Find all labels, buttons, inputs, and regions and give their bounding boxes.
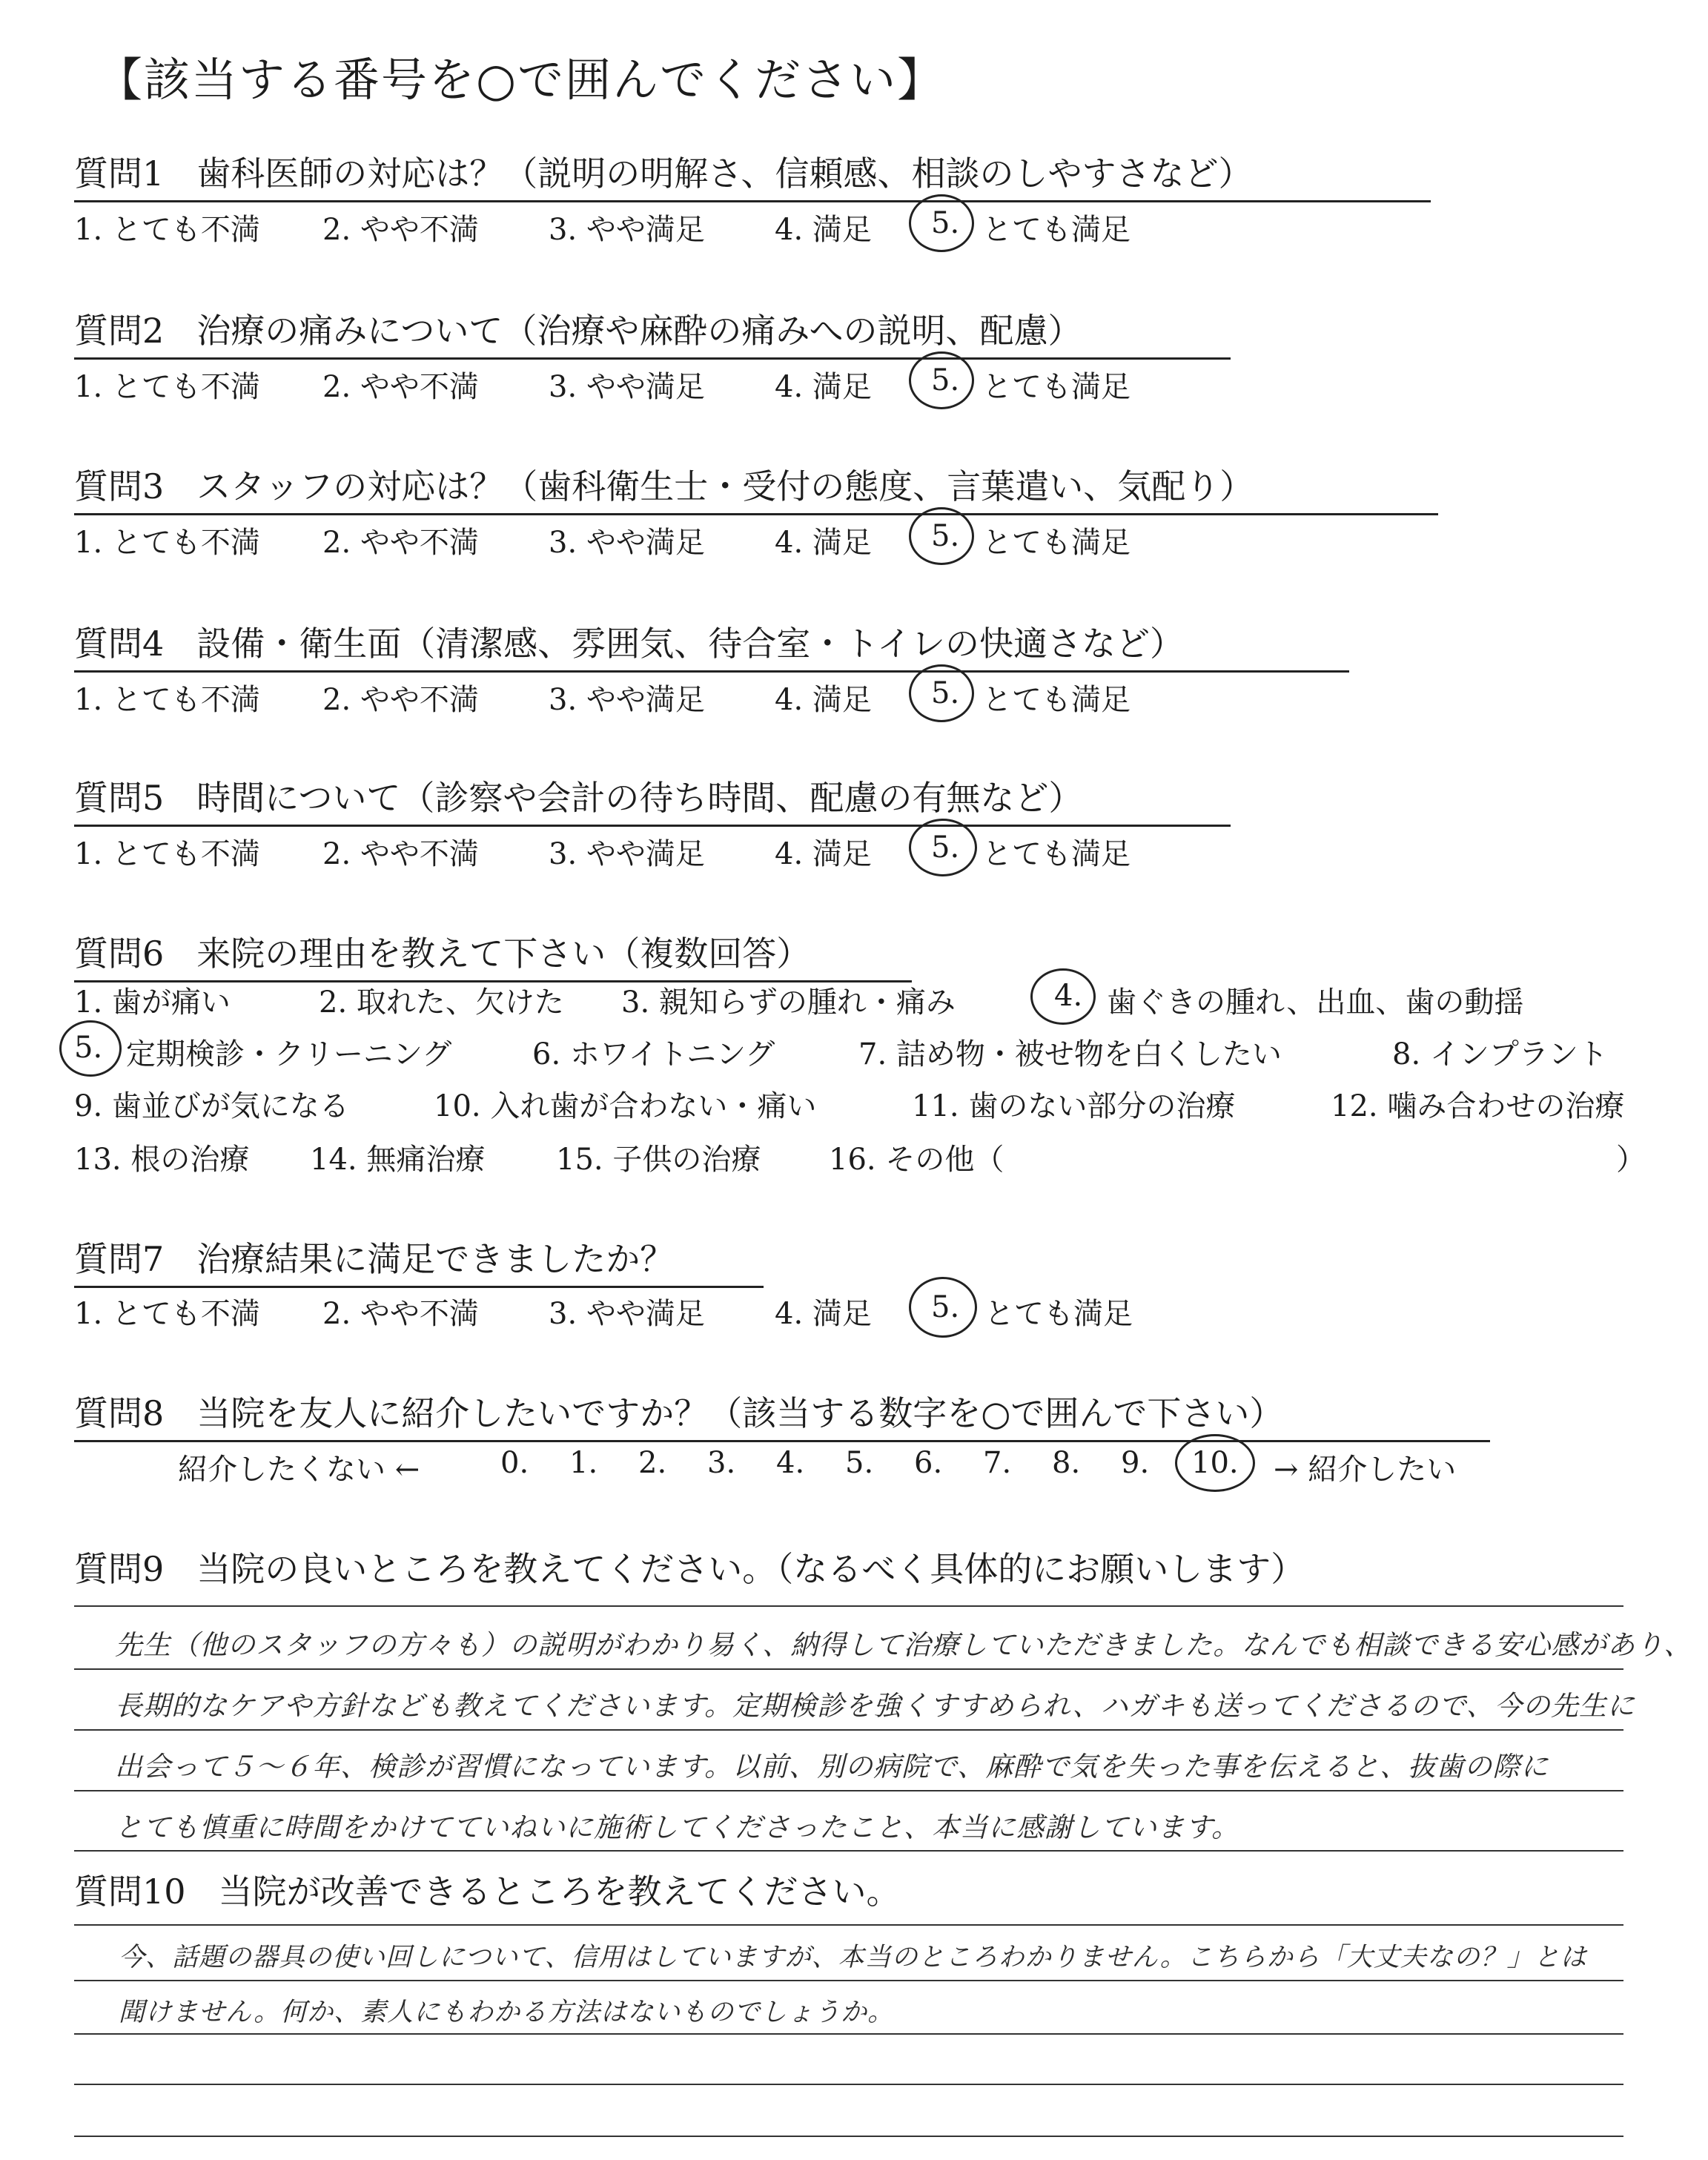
question-6-title: 質問6 来院の理由を教えて下さい（複数回答） <box>74 927 912 982</box>
option-3[interactable]: 3. やや満足 <box>549 213 705 247</box>
answer-line <box>74 1729 1623 1731</box>
scale-5[interactable]: 5. <box>845 1446 874 1480</box>
question-5-title: 質問5 時間について（診察や会計の待ち時間、配慮の有無など） <box>74 771 1231 827</box>
option-5[interactable]: 5. <box>931 830 960 865</box>
scale-0[interactable]: 0. <box>500 1446 529 1480</box>
option-2[interactable]: 2. やや不満 <box>322 526 479 560</box>
option-4[interactable]: 4. 満足 <box>775 1297 872 1331</box>
option-16[interactable]: 16. その他（ <box>829 1143 1004 1177</box>
answer-circle-mark <box>909 819 977 876</box>
option-11[interactable]: 11. 歯のない部分の治療 <box>912 1089 1236 1123</box>
question-1-options <box>74 206 1260 251</box>
question-1-title: 質問1 歯科医師の対応は？（説明の明解さ、信頼感、相談のしやすさなど） <box>74 147 1431 202</box>
option-1[interactable]: 1. とても不満 <box>74 837 260 871</box>
scale-6[interactable]: 6. <box>914 1446 943 1480</box>
option-3[interactable]: 3. やや満足 <box>549 1297 705 1331</box>
scale-3[interactable]: 3. <box>707 1446 736 1480</box>
question-10-title: 質問10 当院が改善できるところを教えてください。 <box>74 1872 901 1912</box>
option-2[interactable]: 2. やや不満 <box>322 370 479 404</box>
answer-line <box>74 1668 1623 1670</box>
scale-7[interactable]: 7. <box>983 1446 1012 1480</box>
answer-circle-mark <box>909 194 974 252</box>
option-3[interactable]: 3. やや満足 <box>549 683 705 717</box>
option-3[interactable]: 3. 親知らずの腫れ・痛み <box>621 985 956 1020</box>
scale-8[interactable]: 8. <box>1052 1446 1081 1480</box>
option-4-label: 歯ぐきの腫れ、出血、歯の動揺 <box>1107 985 1524 1020</box>
scale-2[interactable]: 2. <box>638 1446 667 1480</box>
option-5[interactable]: 5. <box>931 519 960 553</box>
option-4[interactable]: 4. 満足 <box>775 213 872 247</box>
handwritten-answer-line: 出会って５～６年、検診が習慣になっています。以前、別の病院で、麻酔で気を失った事を伝えると、抜歯の際に <box>115 1751 1549 1783</box>
question-2-options <box>74 363 1260 408</box>
answer-line <box>74 1924 1623 1926</box>
option-5-label: とても満足 <box>982 370 1131 404</box>
option-3[interactable]: 3. やや満足 <box>549 837 705 871</box>
scale-4[interactable]: 4. <box>776 1446 805 1480</box>
option-4[interactable]: 4. 満足 <box>775 526 872 560</box>
question-4-title: 質問4 設備・衛生面（清潔感、雰囲気、待合室・トイレの快適さなど） <box>74 617 1349 673</box>
option-5[interactable]: 5. <box>74 1031 103 1065</box>
option-5-label: 定期検診・クリーニング <box>126 1037 452 1071</box>
scale-left-label: 紹介したくない ← <box>178 1453 420 1487</box>
answer-circle-mark <box>59 1020 122 1077</box>
option-3[interactable]: 3. やや満足 <box>549 526 705 560</box>
option-7[interactable]: 7. 詰め物・被せ物を白くしたい <box>858 1037 1282 1071</box>
answer-circle-mark <box>1175 1434 1255 1492</box>
handwritten-answer-line: 長期的なケアや方針なども教えてくださいます。定期検診を強くすすめられ、ハガキも送ってくださるので、今の先生に <box>115 1690 1635 1722</box>
option-3[interactable]: 3. やや満足 <box>549 370 705 404</box>
answer-line <box>74 1605 1623 1607</box>
option-5[interactable]: 5. <box>931 206 960 240</box>
option-9[interactable]: 9. 歯並びが気になる <box>74 1089 349 1123</box>
option-1[interactable]: 1. とても不満 <box>74 683 260 717</box>
option-5-label: とても満足 <box>982 526 1131 560</box>
option-2[interactable]: 2. 取れた、欠けた <box>319 985 564 1020</box>
option-5-label: とても満足 <box>982 213 1131 247</box>
option-14[interactable]: 14. 無痛治療 <box>310 1143 486 1177</box>
option-2[interactable]: 2. やや不満 <box>322 213 479 247</box>
option-5-label: とても満足 <box>982 683 1131 717</box>
question-7-options <box>74 1290 1260 1335</box>
question-6-options-row-2 <box>74 1031 1675 1075</box>
option-1[interactable]: 1. とても不満 <box>74 526 260 560</box>
option-1[interactable]: 1. とても不満 <box>74 213 260 247</box>
question-4-options <box>74 676 1260 721</box>
question-6-options-row-4 <box>74 1136 1675 1180</box>
option-4[interactable]: 4. <box>1054 979 1083 1013</box>
option-4[interactable]: 4. 満足 <box>775 370 872 404</box>
option-1[interactable]: 1. 歯が痛い <box>74 985 231 1020</box>
answer-circle-mark <box>909 507 974 565</box>
question-3-options <box>74 519 1260 564</box>
answer-circle-mark <box>1030 968 1096 1025</box>
scale-right-label: → 紹介したい <box>1274 1453 1457 1487</box>
option-13[interactable]: 13. 根の治療 <box>74 1143 250 1177</box>
option-12[interactable]: 12. 噛み合わせの治療 <box>1331 1089 1625 1123</box>
option-8[interactable]: 8. インプラント <box>1392 1037 1608 1071</box>
question-8-scale <box>178 1446 1586 1490</box>
option-1[interactable]: 1. とても不満 <box>74 370 260 404</box>
scale-10[interactable]: 10. <box>1191 1446 1239 1480</box>
option-1[interactable]: 1. とても不満 <box>74 1297 260 1331</box>
option-5-label: とても満足 <box>984 1297 1133 1331</box>
answer-line <box>74 1850 1623 1852</box>
answer-line <box>74 2033 1623 2035</box>
option-2[interactable]: 2. やや不満 <box>322 683 479 717</box>
option-2[interactable]: 2. やや不満 <box>322 837 479 871</box>
answer-circle-mark <box>909 664 974 722</box>
handwritten-answer-line: 聞けません。何か、素人にもわかる方法はないものでしょうか。 <box>119 1998 895 2027</box>
option-5[interactable]: 5. <box>931 1290 960 1324</box>
answer-line <box>74 1980 1623 1981</box>
option-2[interactable]: 2. やや不満 <box>322 1297 479 1331</box>
answer-circle-mark <box>909 1277 977 1338</box>
handwritten-answer-line: とても慎重に時間をかけてていねいに施術してくださったこと、本当に感謝しています。 <box>115 1811 1240 1843</box>
form-heading: 【該当する番号を○で囲んでください】 <box>96 53 945 107</box>
question-9-title: 質問9 当院の良いところを教えてください。（なるべく具体的にお願いします） <box>74 1549 1305 1589</box>
question-5-options <box>74 830 1260 875</box>
handwritten-answer-line: 今、話題の器具の使い回しについて、信用はしていますが、本当のところわかりません。こちらから「大丈夫なの？」とは <box>119 1943 1587 1972</box>
question-8-title: 質問8 当院を友人に紹介したいですか？（該当する数字を○で囲んで下さい） <box>74 1387 1490 1442</box>
answer-line <box>74 2084 1623 2085</box>
option-16-close: ） <box>1616 1143 1646 1177</box>
answer-line <box>74 1790 1623 1791</box>
answer-line <box>74 2136 1623 2137</box>
question-6-options-row-3 <box>74 1083 1675 1127</box>
option-5[interactable]: 5. <box>931 363 960 397</box>
option-5[interactable]: 5. <box>931 676 960 710</box>
scale-9[interactable]: 9. <box>1121 1446 1150 1480</box>
option-4[interactable]: 4. 満足 <box>775 683 872 717</box>
question-2-title: 質問2 治療の痛みについて（治療や麻酔の痛みへの説明、配慮） <box>74 304 1231 360</box>
option-10[interactable]: 10. 入れ歯が合わない・痛い <box>434 1089 817 1123</box>
answer-circle-mark <box>909 351 974 409</box>
option-15[interactable]: 15. 子供の治療 <box>556 1143 761 1177</box>
handwritten-answer-line: 先生（他のスタッフの方々も）の説明がわかり易く、納得して治療していただきました。なんでも相談できる安心感があり、 <box>115 1629 1692 1661</box>
scale-1[interactable]: 1. <box>569 1446 598 1480</box>
question-6-options-row-1 <box>74 979 1675 1023</box>
option-6[interactable]: 6. ホワイトニング <box>532 1037 775 1071</box>
option-4[interactable]: 4. 満足 <box>775 837 872 871</box>
option-5-label: とても満足 <box>982 837 1131 871</box>
question-7-title: 質問7 治療結果に満足できましたか？ <box>74 1232 764 1288</box>
question-3-title: 質問3 スタッフの対応は？（歯科衛生士・受付の態度、言葉遣い、気配り） <box>74 460 1438 515</box>
